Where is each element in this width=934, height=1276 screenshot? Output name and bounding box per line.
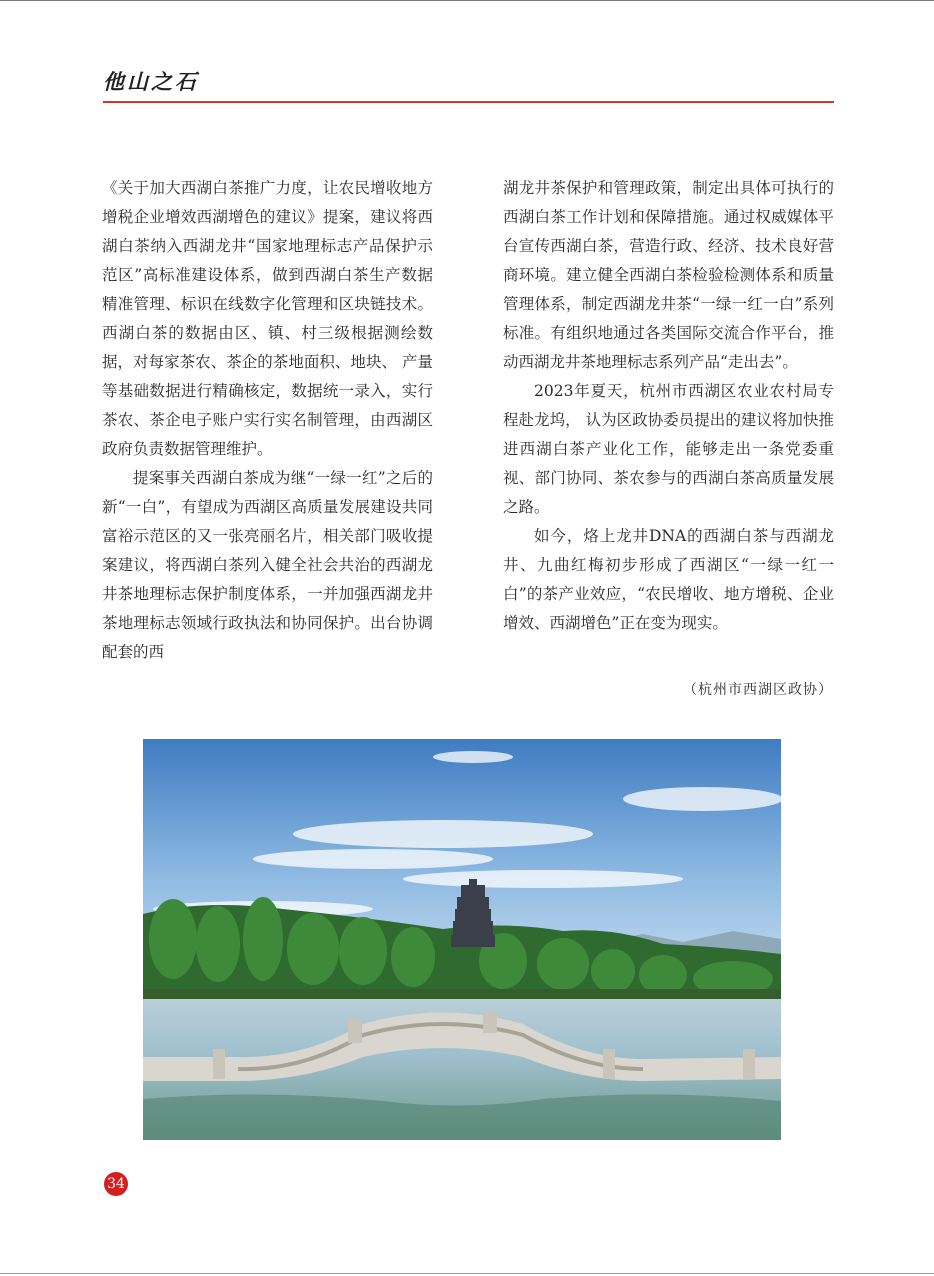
- paragraph: 提案事关西湖白茶成为继“一绿一红”之后的新“一白”，有望成为西湖区高质量发展建设共同富裕示范区的又一张亮丽名片，相关部门吸收提案建议，将西湖白茶列入健全社会共治的西湖龙井茶地理标志保护制度体系，一并加强西湖龙井茶地理标志领域行政执法和协同保护。出台协调配套的西: [102, 469, 433, 661]
- article-source: （杭州市西湖区政协）: [683, 682, 833, 698]
- paragraph: 《关于加大西湖白茶推广力度，让农民增收地方增税企业增效西湖增色的建议》提案，建议将西湖白茶纳入西湖龙井“国家地理标志产品保护示范区”高标准建设体系，做到西湖白茶生产数据精准管理、标识在线数字化管理和区块链技术。西湖白茶的数据由区、镇、村三级根据测绘数据，对每家茶农、茶企的茶地面积、地块、 产量等基础数据进行精确核定，数据统一录入，实行茶农、茶企电子账户实行实名制管理，由西湖区政府负责数据管理维护。: [102, 179, 433, 458]
- section-title: 他山之石: [103, 70, 199, 94]
- header-divider: [103, 101, 834, 103]
- paragraph: 如今，烙上龙井DNA的西湖白茶与西湖龙井、九曲红梅初步形成了西湖区“一绿一红一白”的茶产业效应，“农民增收、地方增税、企业增效、西湖增色”正在变为现实。: [503, 527, 834, 632]
- west-lake-photo: [143, 739, 781, 1140]
- bottom-rule: [0, 1273, 934, 1274]
- top-rule: [0, 0, 934, 1]
- article-column-right: [503, 174, 834, 638]
- paragraph: 2023年夏天，杭州市西湖区农业农村局专程赴龙坞， 认为区政协委员提出的建议将加快推进西湖白茶产业化工作，能够走出一条党委重视、部门协同、茶农参与的西湖白茶高质量发展之路。: [503, 382, 834, 516]
- article-column-left: [102, 174, 433, 667]
- page-number-badge: 34: [104, 1172, 128, 1196]
- paragraph: 湖龙井茶保护和管理政策，制定出具体可执行的西湖白茶工作计划和保障措施。通过权威媒体平台宣传西湖白茶，营造行政、经济、技术良好营商环境。建立健全西湖白茶检验检测体系和质量管理体系，制定西湖龙井茶“一绿一红一白”系列标准。有组织地通过各类国际交流合作平台，推动西湖龙井茶地理标志系列产品“走出去”。: [503, 179, 834, 371]
